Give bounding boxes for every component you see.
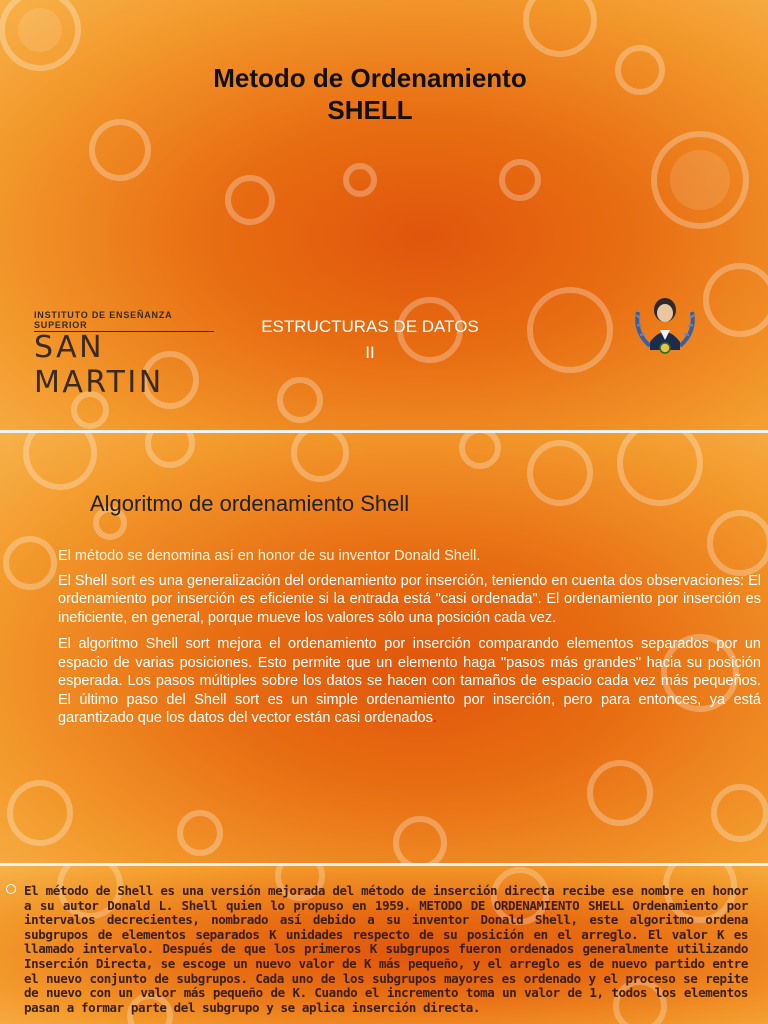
logo-subtitle: INSTITUTO DE ENSEÑANZA SUPERIOR — [34, 310, 214, 332]
title-line-2: SHELL — [327, 95, 413, 125]
institute-logo — [34, 310, 214, 400]
improvement-text: El algoritmo Shell sort mejora el ordenamiento por inserción comparando elementos separados por un espacio de varias posiciones. Esto permite que un elemento haga "pasos más grandes" hacia su posición esperada. Los pasos múltiples sobre los datos se hacen con tamaños de espacio cada vez más pequeños. El último paso del Shell sort es un simple ordenamiento por inserción, pero para entonces, ya está garantizado que los datos del vector están casi ordenados — [58, 636, 761, 726]
bullet-icon — [6, 884, 16, 894]
slide-title-heading — [0, 62, 740, 126]
slide-title — [0, 0, 768, 430]
slide-algorithm — [0, 433, 768, 863]
improvement-end: . — [432, 710, 437, 726]
improvement-paragraph — [58, 635, 761, 728]
slide-description — [0, 866, 768, 1024]
course-name — [250, 314, 490, 366]
title-line-1: Metodo de Ordenamiento — [213, 63, 527, 93]
portrait-emblem-icon — [630, 292, 700, 356]
intro-paragraph: El método se denomina así en honor de su inventor Donald Shell. — [58, 548, 481, 564]
generalization-paragraph: El Shell sort es una generalización del ordenamiento por inserción, teniendo en cuenta dos observaciones: El ordenamiento por inserción es eficiente si la entrada está "casi ordenada". El ordenamiento por inserción es ineficiente, en general, porque mueve los valores sólo una posición cada vez. — [58, 572, 761, 626]
course-line-1: ESTRUCTURAS DE DATOS — [261, 317, 479, 336]
course-line-2: II — [365, 343, 375, 362]
slide-body — [58, 547, 761, 736]
logo-name: SAN MARTIN — [34, 330, 164, 400]
slide-heading: Algoritmo de ordenamiento Shell — [90, 491, 410, 516]
description-paragraph: El método de Shell es una versión mejorada del método de inserción directa recibe ese nombre en honor a su autor Donald L. Shell quien lo propuso en 1959. METODO DE ORDENAMIENTO SHELL Ordenamiento por intervalos decrecientes, nombrado así debido a su inventor Donald Shell, este algoritmo ordena subgrupos de elementos separados K unidades respecto de su posición en el arreglo. El valor K es llamado intervalo. Después de que los primeros K subgrupos fueron ordenados generalmente utilizando Inserción Directa, se escoge un nuevo valor de K más pequeño, y el arreglo es de nuevo partido entre el nuevo conjunto de subgrupos. Cada uno de los subgrupos mayores es ordenado y el proceso se repite de nuevo con un valor más pequeño de K. Cuando el incremento toma un valor de 1, todos los elementos pasan a formar parte del subgrupo y se aplica inserción directa. — [24, 883, 748, 1015]
